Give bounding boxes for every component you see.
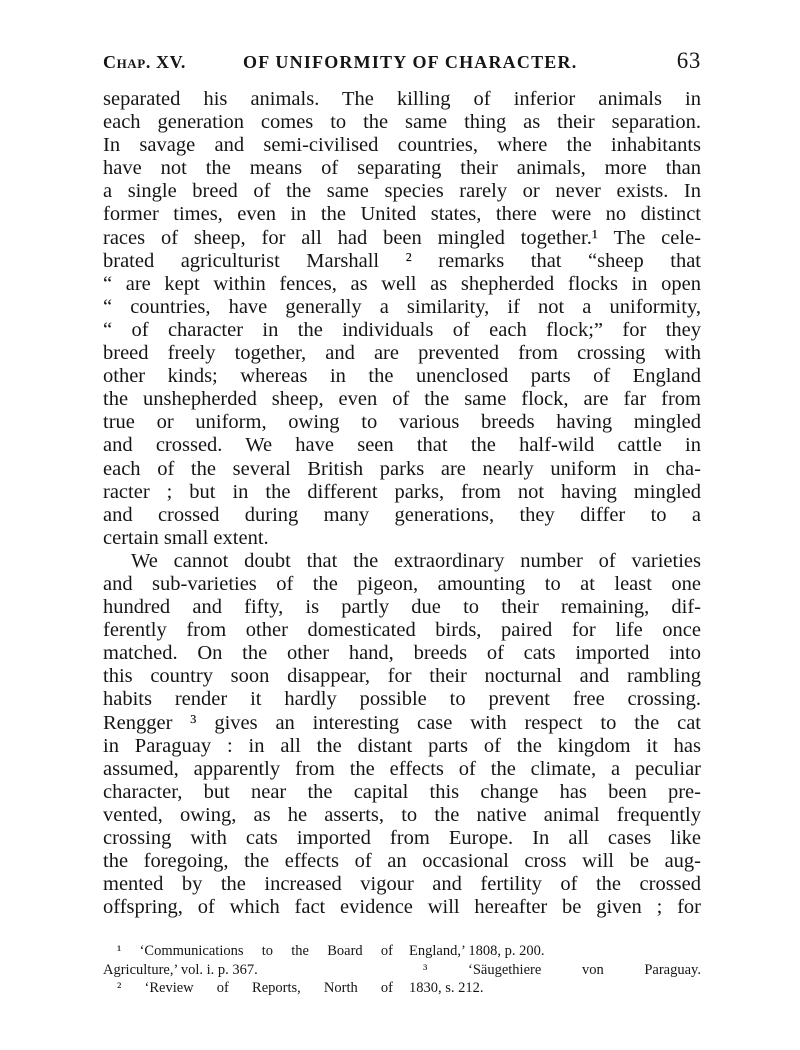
text-line: races of sheep, for all had been mingled together.¹ The cele- — [103, 226, 701, 249]
text-line: vented, owing, as he asserts, to the native animal frequently — [103, 803, 701, 826]
text-line: a single breed of the same species rarely or never exists. In — [103, 180, 701, 203]
running-head — [103, 48, 701, 78]
footnote-line: England,’ 1808, p. 200. — [409, 943, 545, 959]
text-line: “ countries, have generally a similarity, if not a uniformity, — [103, 295, 701, 318]
text-line: breed freely together, and are prevented from crossing with — [103, 342, 701, 365]
footnote-line: ² ‘Review of Reports, North of — [117, 980, 393, 996]
text-line: other kinds; whereas in the unenclosed parts of England — [103, 365, 701, 388]
text-line: and crossed. We have seen that the half-wild cattle in — [103, 434, 701, 457]
footnote-line: Agriculture,’ vol. i. p. 367. — [103, 961, 258, 978]
text-line: offspring, of which fact evidence will hereafter be given ; for — [103, 896, 701, 919]
text-line: each generation comes to the same thing as their separation. — [103, 111, 701, 134]
text-line: hundred and fifty, is partly due to their remaining, dif- — [103, 596, 701, 619]
text-line: the unshepherded sheep, even of the same flock, are far from — [103, 388, 701, 411]
text-line: have not the means of separating their animals, more than — [103, 157, 701, 180]
text-line: and sub-varieties of the pigeon, amounting to at least one — [103, 572, 701, 595]
chapter-title: OF UNIFORMITY OF CHARACTER. — [243, 52, 578, 72]
text-line: “ of character in the individuals of each flock;” for they — [103, 318, 701, 341]
text-line: racter ; but in the different parks, from not having mingled — [103, 480, 701, 503]
text-line: character, but near the capital this change has been pre- — [103, 780, 701, 803]
text-line: ferently from other domesticated birds, paired for life once — [103, 619, 701, 642]
text-line: Rengger ³ gives an interesting case with respect to the cat — [103, 711, 701, 734]
body-text — [103, 88, 701, 919]
text-line: each of the several British parks are nearly uniform in cha- — [103, 457, 701, 480]
paragraph-start-line: We cannot doubt that the extraordinary number of varieties — [131, 549, 701, 572]
text-line: habits render it hardly possible to prevent free crossing. — [103, 688, 701, 711]
page-number: 63 — [676, 48, 701, 73]
footnotes-left-column — [103, 942, 393, 998]
text-line: “ are kept within fences, as well as shepherded flocks in open — [103, 272, 701, 295]
footnote-line: 1830, s. 212. — [409, 980, 484, 996]
text-line: assumed, apparently from the effects of the climate, a peculiar — [103, 757, 701, 780]
text-line: former times, even in the United states, there were no distinct — [103, 203, 701, 226]
chapter-label: Chap. XV. — [103, 52, 187, 72]
text-line: in Paraguay : in all the distant parts of the kingdom it has — [103, 734, 701, 757]
text-line: true or uniform, owing to various breeds having mingled — [103, 411, 701, 434]
text-line: In savage and semi-civilised countries, where the inhabitants — [103, 134, 701, 157]
text-line: separated his animals. The killing of inferior animals in — [103, 88, 701, 110]
text-line: certain small extent. — [103, 526, 269, 549]
footnotes-right-column — [409, 942, 701, 998]
footnote-line: ³ ‘Säugethiere von Paraguay. — [423, 961, 701, 978]
text-line: and crossed during many generations, they differ to a — [103, 503, 701, 526]
text-line: matched. On the other hand, breeds of cats imported into — [103, 642, 701, 665]
text-line: crossing with cats imported from Europe. In all cases like — [103, 827, 701, 849]
text-line: the foregoing, the effects of an occasional cross will be aug- — [103, 850, 701, 873]
text-line: this country soon disappear, for their nocturnal and rambling — [103, 665, 701, 688]
footnote-line: ¹ ‘Communications to the Board of — [117, 943, 393, 959]
text-line: mented by the increased vigour and fertility of the crossed — [103, 873, 701, 896]
text-line: brated agriculturist Marshall ² remarks that “sheep that — [103, 249, 701, 272]
